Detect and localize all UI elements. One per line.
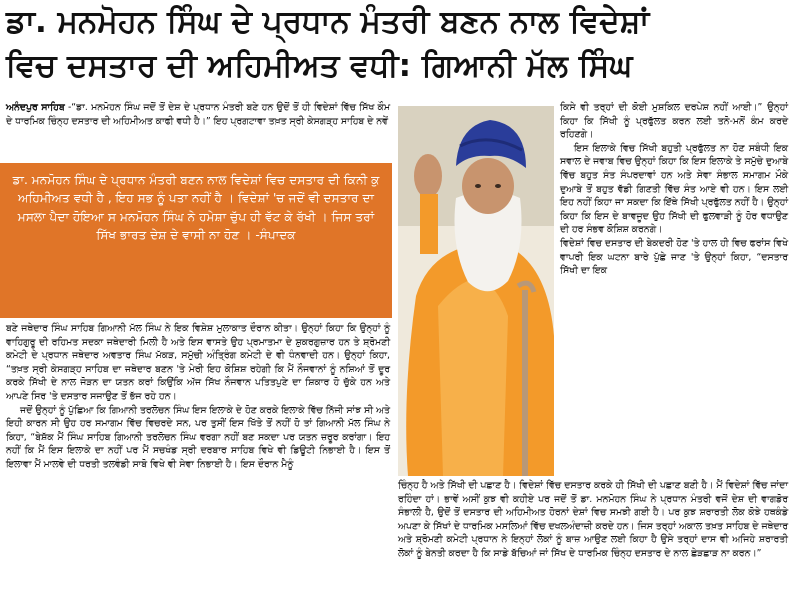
right-paragraph-3: ਵਿਦੇਸ਼ਾਂ ਵਿਚ ਦਸਤਾਰ ਦੀ ਬੇਕਦਰੀ ਹੋਣ 'ਤੇ ਹਾਲ ਹੀ ਵਿਚ ਫਰਾਂਸ ਵਿਖੇ ਵਾਪਰੀ ਇਕ ਘਟਨਾ ਬਾਰੇ ਪੁੱਛੇ ਜਾਣ 'ਤੇ ਉਨ੍ਹਾਂ ਕਿਹਾ, “ਦਸਤਾਰ ਸਿੱਖੀ ਦਾ ਇਕ xyxy=(560,237,788,277)
headline-line-2: ਵਿਚ ਦਸਤਾਰ ਦੀ ਅਹਿਮੀਅਤ ਵਧੀ: ਗਿਆਨੀ ਮੱਲ ਸਿੰਘ xyxy=(6,48,633,84)
intro-paragraph xyxy=(6,101,390,128)
left-paragraph-1: ਬਣੇ ਜਥੇਦਾਰ ਸਿੰਘ ਸਾਹਿਬ ਗਿਆਨੀ ਮੱਲ ਸਿੰਘ ਨੇ ਇਕ ਵਿਸ਼ੇਸ਼ ਮੁਲਾਕਾਤ ਦੌਰਾਨ ਕੀਤਾ। ਉਨ੍ਹਾਂ ਕਿਹਾ ਕਿ ਉਨ੍ਹਾਂ ਨੂੰ ਵਾਹਿਗੁਰੂ ਦੀ ਰਹਿਮਤ ਸਦਕਾ ਜਥੇਦਾਰੀ ਮਿਲੀ ਹੈ ਅਤੇ ਇਸ ਵਾਸਤੇ ਉਹ ਪ੍ਰਮਾਤਮਾ ਦੇ ਸ਼ੁਕਰਗੁਜ਼ਾਰ ਹਨ ਤੇ ਸ਼੍ਰੋਮਣੀ ਕਮੇਟੀ ਦੇ ਪ੍ਰਧਾਨ ਜਥੇਦਾਰ ਅਵਤਾਰ ਸਿੰਘ ਮੱਕੜ, ਸਮੁੱਚੀ ਅੰਤ੍ਰਿੰਗ ਕਮੇਟੀ ਦੇ ਵੀ ਧੰਨਵਾਦੀ ਹਨ। ਉਨ੍ਹਾਂ ਕਿਹਾ, “ਤਖ਼ਤ ਸ੍ਰੀ ਕੇਸਗੜ੍ਹ ਸਾਹਿਬ ਦਾ ਜਥੇਦਾਰ ਬਣਨ 'ਤੇ ਮੇਰੀ ਇਹ ਕੋਸ਼ਿਸ਼ ਰਹੇਗੀ ਕਿ ਮੈਂ ਨੌਜਵਾਨਾਂ ਨੂੰ ਨਸ਼ਿਆਂ ਤੋਂ ਦੂਰ ਕਰਕੇ ਸਿੱਖੀ ਦੇ ਨਾਲ ਜੋੜਨ ਦਾ ਯਤਨ ਕਰਾਂ ਕਿਉਂਕਿ ਅੱਜ ਸਿੱਖ ਨੌਜਵਾਨ ਪਤਿਤਪੁਣੇ ਦਾ ਸ਼ਿਕਾਰ ਹੋ ਚੁੱਕੇ ਹਨ ਅਤੇ ਆਪਣੇ ਸਿਰ 'ਤੇ ਦਸਤਾਰ ਸਜਾਉਣ ਤੋਂ ਭੱਜ ਰਹੇ ਹਨ। xyxy=(6,323,390,402)
giani-mal-singh-photo xyxy=(398,106,554,476)
right-paragraph-2: ਇਸ ਇਲਾਕੇ ਵਿਚ ਸਿੱਖੀ ਬਹੁਤੀ ਪ੍ਰਫੁੱਲਤ ਨਾ ਹੋਣ ਸਬੰਧੀ ਇਕ ਸਵਾਲ ਦੇ ਜਵਾਬ ਵਿਚ ਉਨ੍ਹਾਂ ਕਿਹਾ ਕਿ ਇਸ ਇਲਾਕੇ ਤੇ ਸਮੁੱਚੇ ਦੁਆਬੇ ਵਿੱਚ ਬਹੁਤ ਸੰਤ ਸੰਪਰਦਾਵਾਂ ਹਨ ਅਤੇ ਸੇਵਾ ਸੰਭਾਲ ਸਮਾਗਮ ਮੌਕੇ ਦੁਆਬੇ ਤੋਂ ਬਹੁਤ ਵੱਡੀ ਗਿਣਤੀ ਵਿੱਚ ਸੰਤ ਆਏ ਵੀ ਹਨ। ਇਸ ਲਈ ਇਹ ਨਹੀਂ ਕਿਹਾ ਜਾ ਸਕਦਾ ਕਿ ਇੱਥੇ ਸਿੱਖੀ ਪ੍ਰਫੁੱਲਤ ਨਹੀਂ ਹੈ। ਉਨ੍ਹਾਂ ਕਿਹਾ ਕਿ ਇਸ ਦੇ ਬਾਵਜੂਦ ਉਹ ਸਿੱਖੀ ਦੀ ਫੁਲਵਾੜੀ ਨੂੰ ਹੋਰ ਵਧਾਉਣ ਦੀ ਹਰ ਸੰਭਵ ਕੋਸ਼ਿਸ਼ ਕਰਨਗੇ। xyxy=(560,142,788,236)
left-paragraph-2: ਜਦੋਂ ਉਨ੍ਹਾਂ ਨੂੰ ਪੁੱਛਿਆ ਕਿ ਗਿਆਨੀ ਤਰਲੋਚਨ ਸਿੰਘ ਇਸ ਇਲਾਕੇ ਦੇ ਹੋਣ ਕਰਕੇ ਇਲਾਕੇ ਵਿੱਚ ਨਿੱਜੀ ਸਾਂਝ ਸੀ ਅਤੇ ਇਹੀ ਕਾਰਨ ਸੀ ਉਹ ਹਰ ਸਮਾਗਮ ਵਿੱਚ ਵਿਚਰਦੇ ਸਨ, ਪਰ ਤੁਸੀਂ ਇਸ ਖਿੱਤੇ ਤੋਂ ਨਹੀਂ ਹੋ ਤਾਂ ਗਿਆਨੀ ਮੱਲ ਸਿੰਘ ਨੇ ਕਿਹਾ, “ਬੇਸ਼ੱਕ ਮੈਂ ਸਿੰਘ ਸਾਹਿਬ ਗਿਆਨੀ ਤਰਲੋਚਨ ਸਿੰਘ ਵਰਗਾ ਨਹੀਂ ਬਣ ਸਕਦਾ ਪਰ ਯਤਨ ਜ਼ਰੂਰ ਕਰਾਂਗਾ। ਇਹ ਨਹੀਂ ਕਿ ਮੈਂ ਇਸ ਇਲਾਕੇ ਦਾ ਨਹੀਂ ਪਰ ਮੈਂ ਸਚਖੰਡ ਸ੍ਰੀ ਦਰਬਾਰ ਸਾਹਿਬ ਵਿਖੇ ਵੀ ਡਿਊਟੀ ਨਿਭਾਈ ਹੈ। ਇਸ ਤੋਂ ਇਲਾਵਾ ਮੈਂ ਮਾਲਵੇ ਦੀ ਧਰਤੀ ਤਲਵੰਡੀ ਸਾਬੋ ਵਿਖੇ ਵੀ ਸੇਵਾ ਨਿਭਾਈ ਹੈ। ਇਸ ਦੌਰਾਨ ਮੈਨੂੰ xyxy=(6,404,390,470)
headline-line-1: ਡਾ. ਮਨਮੋਹਨ ਸਿੰਘ ਦੇ ਪ੍ਰਧਾਨ ਮੰਤਰੀ ਬਣਨ ਨਾਲ ਵਿਦੇਸ਼ਾਂ xyxy=(6,4,650,40)
left-column-body xyxy=(6,322,390,472)
headline xyxy=(6,0,790,88)
bottom-paragraph xyxy=(398,479,788,561)
bottom-text: ਚਿੰਨ੍ਹ ਹੈ ਅਤੇ ਸਿੱਖੀ ਦੀ ਪਛਾਣ ਹੈ। ਵਿਦੇਸ਼ਾਂ ਵਿੱਚ ਦਸਤਾਰ ਕਰਕੇ ਹੀ ਸਿੱਖੀ ਦੀ ਪਛਾਣ ਬਣੀ ਹੈ। ਮੈਂ ਵਿਦੇਸ਼ਾਂ ਵਿੱਚ ਜਾਂਦਾ ਰਹਿੰਦਾ ਹਾਂ। ਭਾਵੇਂ ਅਸੀਂ ਕੁਝ ਵੀ ਕਹੀਏ ਪਰ ਜਦੋਂ ਤੋਂ ਡਾ. ਮਨਮੋਹਨ ਸਿੰਘ ਨੇ ਪ੍ਰਧਾਨ ਮੰਤਰੀ ਵਜੋਂ ਦੇਸ਼ ਦੀ ਵਾਗਡੋਰ ਸੰਭਾਲੀ ਹੈ, ਉਦੋਂ ਤੋਂ ਦਸਤਾਰ ਦੀ ਅਹਿਮੀਅਤ ਹੋਰਨਾਂ ਦੇਸ਼ਾਂ ਵਿਚ ਸਮਝੀ ਗਈ ਹੈ। ਪਰ ਕੁਝ ਸ਼ਰਾਰਤੀ ਲੋਕ ਕੋਝੇ ਹਥਕੰਡੇ ਅਪਣਾ ਕੇ ਸਿੱਖਾਂ ਦੇ ਧਾਰਮਿਕ ਮਸਲਿਆਂ ਵਿੱਚ ਦਖਲਅੰਦਾਜ਼ੀ ਕਰਦੇ ਹਨ। ਜਿਸ ਤਰ੍ਹਾਂ ਅਕਾਲ ਤਖ਼ਤ ਸਾਹਿਬ ਦੇ ਜਥੇਦਾਰ ਅਤੇ ਸ਼੍ਰੋਮਣੀ ਕਮੇਟੀ ਪ੍ਰਧਾਨ ਨੇ ਇਨ੍ਹਾਂ ਲੋਕਾਂ ਨੂੰ ਬਾਜ਼ ਆਉਣ ਲਈ ਕਿਹਾ ਹੈ ਉਸੇ ਤਰ੍ਹਾਂ ਦਾਸ ਵੀ ਅਜਿਹੇ ਸ਼ਰਾਰਤੀ ਲੋਕਾਂ ਨੂੰ ਬੇਨਤੀ ਕਰਦਾ ਹੈ ਕਿ ਸਾਡੇ ਬੱਚਿਆਂ ਜਾਂ ਸਿੱਖ ਦੇ ਧਾਰਮਿਕ ਚਿੰਨ੍ਹ ਦਸਤਾਰ ਦੇ ਨਾਲ ਛੇੜਛਾੜ ਨਾ ਕਰਨ।” xyxy=(398,480,788,559)
editorial-highlight-box xyxy=(0,163,392,318)
intro-text: -“ਡਾ. ਮਨਮੋਹਨ ਸਿੰਘ ਜਦੋਂ ਤੋਂ ਦੇਸ਼ ਦੇ ਪ੍ਰਧਾਨ ਮੰਤਰੀ ਬਣੇ ਹਨ ਉਦੋਂ ਤੋਂ ਹੀ ਵਿਦੇਸ਼ਾਂ ਵਿੱਚ ਸਿੱਖ ਕੌਮ ਦੇ ਧਾਰਮਿਕ ਚਿੰਨ੍ਹ ਦਸਤਾਰ ਦੀ ਅਹਿਮੀਅਤ ਕਾਫੀ ਵਧੀ ਹੈ।” ਇਹ ਪ੍ਰਗਟਾਵਾ ਤਖ਼ਤ ਸ੍ਰੀ ਕੇਸਗੜ੍ਹ ਸਾਹਿਬ ਦੇ ਨਵੇਂ xyxy=(6,102,390,127)
right-column-body xyxy=(560,101,788,278)
dateline: ਅਨੰਦਪੁਰ ਸਾਹਿਬ xyxy=(6,102,65,113)
editorial-note: ਡਾ. ਮਨਮੋਹਨ ਸਿੰਘ ਦੇ ਪ੍ਰਧਾਨ ਮੰਤਰੀ ਬਣਨ ਨਾਲ ਵਿਦੇਸ਼ਾਂ ਵਿਚ ਦਸਤਾਰ ਦੀ ਕਿਨੀ ਕੁ ਅਹਿਮੀਅਤ ਵਧੀ ਹੈ , ਇਹ ਸਭ ਨੂੰ ਪਤਾ ਨਹੀਂ ਹੈ । ਵਿਦੇਸ਼ਾਂ 'ਚ ਜਦੋਂ ਵੀ ਦਸਤਾਰ ਦਾ ਮਸਲਾ ਪੈਦਾ ਹੋਇਆ ਸ ਮਨਮੋਹਨ ਸਿੰਘ ਨੇ ਹਮੇਸ਼ਾ ਚੁੱਪ ਹੀ ਵੱਟ ਕੇ ਰੱਖੀ । ਜਿਸ ਤਰਾਂ ਸਿੱਖ ਭਾਰਤ ਦੇਸ਼ ਦੇ ਵਾਸੀ ਨਾ ਹੋਣ । -ਸੰਪਾਦਕ xyxy=(12,173,380,243)
right-paragraph-1: ਕਿਸੇ ਵੀ ਤਰ੍ਹਾਂ ਦੀ ਕੋਈ ਮੁਸ਼ਕਿਲ ਦਰਪੇਸ਼ ਨਹੀਂ ਆਈ।” ਉਨ੍ਹਾਂ ਕਿਹਾ ਕਿ ਸਿੱਖੀ ਨੂੰ ਪ੍ਰਫੁੱਲਤ ਕਰਨ ਲਈ ਤਨੋ-ਮਨੋਂ ਕੰਮ ਕਰਦੇ ਰਹਿਣਗੇ। xyxy=(560,102,788,141)
